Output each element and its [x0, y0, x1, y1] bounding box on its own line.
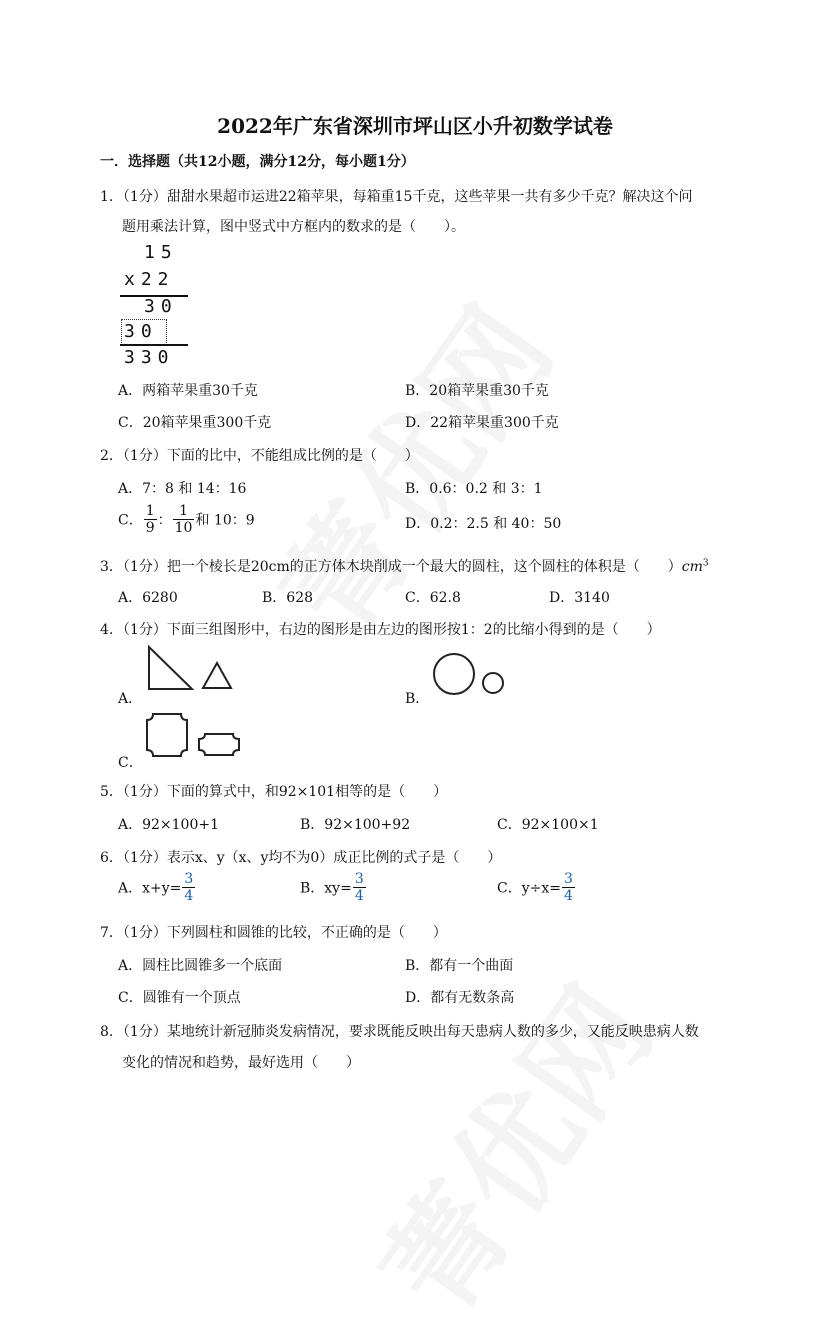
page-title: 2022年广东省深圳市坪山区小升初数学试卷 [217, 114, 613, 138]
q4-option-a[interactable]: A． [118, 691, 143, 707]
large-right-triangle [149, 647, 192, 689]
fraction: $\frac{1}{9}$ [145, 503, 155, 536]
q4-c-octagons [145, 712, 255, 762]
q5-option-b[interactable]: B．92×100+92 [300, 817, 411, 833]
q6-option-c[interactable]: C．y÷x= $\frac{3}{4}$ [497, 871, 573, 904]
small-circle [483, 673, 503, 693]
q2-option-b[interactable]: B．0.6：0.2 和 3：1 [405, 481, 543, 497]
vm-row-1: 15 [144, 242, 178, 263]
watermark [336, 949, 683, 1343]
q2-option-a[interactable]: A．7：8 和 14：16 [118, 481, 247, 497]
q4-option-c[interactable]: C． [118, 755, 143, 771]
fraction: $\frac{3}{4}$ [563, 871, 573, 904]
q2-option-c[interactable]: C． $\frac{1}{9}$ ： $\frac{1}{10}$ 和 10：9 [118, 503, 255, 536]
q6-option-a[interactable]: A．x+y= $\frac{3}{4}$ [118, 871, 194, 904]
q6-option-b[interactable]: B．xy= $\frac{3}{4}$ [300, 871, 364, 904]
large-notched-rectangle [147, 714, 187, 756]
q3-stem: 3．（1分）把一个棱长是20cm的正方体木块削成一个最大的圆柱，这个圆柱的体积是（ ）$cm^3$ [100, 558, 709, 575]
q7-option-b[interactable]: B．都有一个曲面 [405, 958, 514, 974]
q3-option-d[interactable]: D．3140 [549, 590, 610, 606]
q3-option-b[interactable]: B．628 [262, 590, 314, 606]
section-heading: 一．选择题（共12小题，满分12分，每小题1分） [100, 154, 415, 170]
q2-option-c-label: C． [118, 512, 143, 529]
q4-option-b[interactable]: B． [405, 691, 430, 707]
q7-option-d[interactable]: D．都有无数条高 [405, 990, 515, 1006]
small-triangle [203, 663, 231, 688]
vm-row-3: 30 [144, 296, 178, 317]
q5-option-c[interactable]: C．92×100×1 [497, 817, 599, 833]
q5-stem: 5．（1分）下面的算式中，和92×101相等的是（ ） [100, 784, 448, 800]
vm-row-5: 330 [124, 347, 175, 368]
q3-option-a[interactable]: A．6280 [118, 590, 178, 606]
q7-option-c[interactable]: C．圆锥有一个顶点 [118, 990, 241, 1006]
q8-stem-line1: 8．（1分）某地统计新冠肺炎发病情况，要求既能反映出每天患病人数的多少，又能反映患病人数 [100, 1024, 699, 1040]
fraction: $\frac{3}{4}$ [184, 871, 194, 904]
q4-stem: 4．（1分）下面三组图形中，右边的图形是由左边的图形按1：2的比缩小得到的是（ ） [100, 622, 661, 638]
q1-stem-line1: 1．（1分）甜甜水果超市运进22箱苹果，每箱重15千克，这些苹果一共有多少千克？解决这个问 [100, 189, 693, 205]
vertical-multiplication [118, 240, 198, 370]
q1-stem-line2: 题用乘法计算，图中竖式中方框内的数求的是（ ）。 [122, 219, 465, 235]
q8-stem-line2: 变化的情况和趋势，最好选用（ ） [122, 1055, 360, 1071]
q2-option-d[interactable]: D．0.2：2.5 和 40：50 [405, 516, 562, 532]
vm-rule-2 [120, 344, 188, 346]
q6-stem: 6．（1分）表示x、y（x、y均不为0）成正比例的式子是（ ） [100, 850, 502, 866]
q7-option-a[interactable]: A．圆柱比圆锥多一个底面 [118, 958, 283, 974]
q4-a-triangles [145, 645, 255, 695]
q1-option-c[interactable]: C．20箱苹果重300千克 [118, 415, 272, 431]
q1-option-a[interactable]: A．两箱苹果重30千克 [118, 383, 258, 399]
q5-option-a[interactable]: A．92×100+1 [118, 817, 220, 833]
q1-option-b[interactable]: B．20箱苹果重30千克 [405, 383, 549, 399]
fraction: $\frac{3}{4}$ [354, 871, 364, 904]
q4-b-circles [432, 650, 512, 700]
small-notched-rectangle [199, 734, 239, 755]
q3-option-c[interactable]: C．62.8 [405, 590, 461, 606]
q7-stem: 7．（1分）下列圆柱和圆锥的比较，不正确的是（ ） [100, 925, 447, 941]
large-circle [434, 654, 474, 694]
vm-row-4: 30 [124, 321, 158, 342]
vm-row-2: x22 [124, 269, 175, 290]
q2-stem: 2．（1分）下面的比中，不能组成比例的是（ ） [100, 448, 419, 464]
fraction: $\frac{1}{10}$ [174, 503, 193, 536]
q1-option-d[interactable]: D．22箱苹果重300千克 [405, 415, 559, 431]
